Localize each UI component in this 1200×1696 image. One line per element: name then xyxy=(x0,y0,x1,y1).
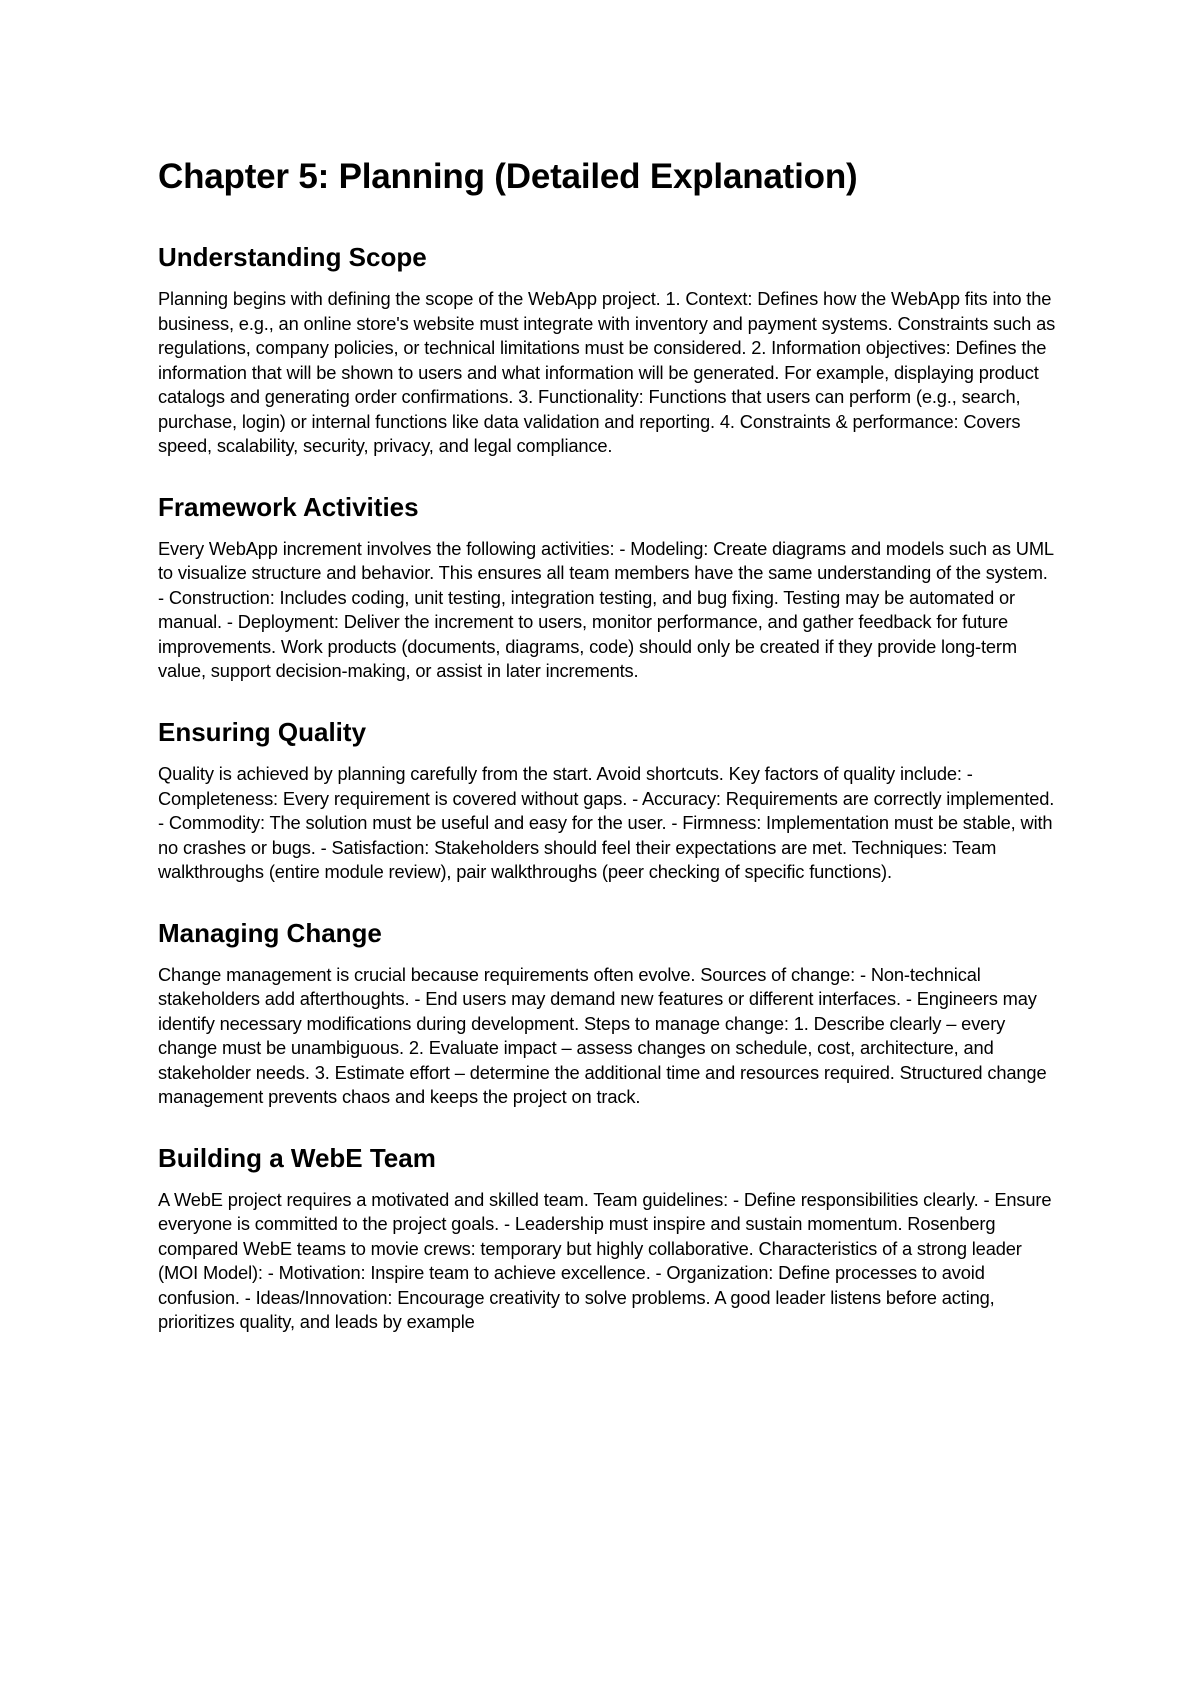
section-body: Every WebApp increment involves the following activities: - Modeling: Create diagrams and models such as UML to visualize structure and behavior. This ensures all team members have the same understanding of the system. - Construction: Includes coding, unit testing, integration testing, and bug fixing. Testing may be automated or manual. - Deployment: Deliver the increment to users, monitor performance, and gather feedback for future improvements. Work products (documents, diagrams, code) should only be created if they provide long-term value, support decision-making, or assist in later increments. xyxy=(158,537,1054,682)
section-body: Change management is crucial because requirements often evolve. Sources of change: - Non-technical stakeholders add afterthoughts. - End users may demand new features or different interfaces. - Engineers may identify necessary modifications during development. Steps to manage change: 1. Describe clearly – every change must be unambiguous. 2. Evaluate impact – assess changes on schedule, cost, architecture, and stakeholder needs. 3. Estimate effort – determine the additional time and resources required. Structured change management prevents chaos and keeps the project on track. xyxy=(158,963,1047,1108)
section-framework-activities xyxy=(158,492,1058,684)
section-heading: Ensuring Quality xyxy=(158,716,367,747)
document-content xyxy=(158,156,1058,1335)
section-body: Quality is achieved by planning carefully from the start. Avoid shortcuts. Key factors of quality include: - Completeness: Every requirement is covered without gaps. - Accuracy: Requirements are correctly implemented. - Commodity: The solution must be useful and easy for the user. - Firmness: Implementation must be stable, with no crashes or bugs. - Satisfaction: Stakeholders should feel their expectations are met. Techniques: Team walkthroughs (entire module review), pair walkthroughs (peer checking of specific functions). xyxy=(158,763,1055,883)
section-heading: Understanding Scope xyxy=(158,242,427,272)
section-ensuring-quality xyxy=(158,717,1058,885)
section-heading: Managing Change xyxy=(158,917,382,948)
section-managing-change xyxy=(158,918,1058,1110)
section-building-webe-team xyxy=(158,1143,1058,1335)
section-heading: Building a WebE Team xyxy=(158,1142,436,1173)
page-title: Chapter 5: Planning (Detailed Explanation) xyxy=(158,157,858,196)
section-body: A WebE project requires a motivated and skilled team. Team guidelines: - Define responsibilities clearly. - Ensure everyone is committed to the project goals. - Leadership must inspire and sustain momentum. Rosenberg compared WebE teams to movie crews: temporary but highly collaborative. Characteristics of a strong leader (MOI Model): - Motivation: Inspire team to achieve excellence. - Organization: Define processes to avoid confusion. - Ideas/Innovation: Encourage creativity to solve problems. A good leader listens before acting, prioritizes quality, and leads by example xyxy=(158,1188,1052,1333)
section-body: Planning begins with defining the scope of the WebApp project. 1. Context: Defines how the WebApp fits into the business, e.g., an online store's website must integrate with inventory and payment systems. Constraints such as regulations, company policies, or technical limitations must be considered. 2. Information objectives: Defines the information that will be shown to users and what information will be generated. For example, displaying product catalogs and generating order confirmations. 3. Functionality: Functions that users can perform (e.g., search, purchase, login) or internal functions like data validation and reporting. 4. Constraints & performance: Covers speed, scalability, security, privacy, and legal compliance. xyxy=(158,288,1056,457)
section-heading: Framework Activities xyxy=(158,491,419,522)
section-understanding-scope xyxy=(158,242,1058,459)
